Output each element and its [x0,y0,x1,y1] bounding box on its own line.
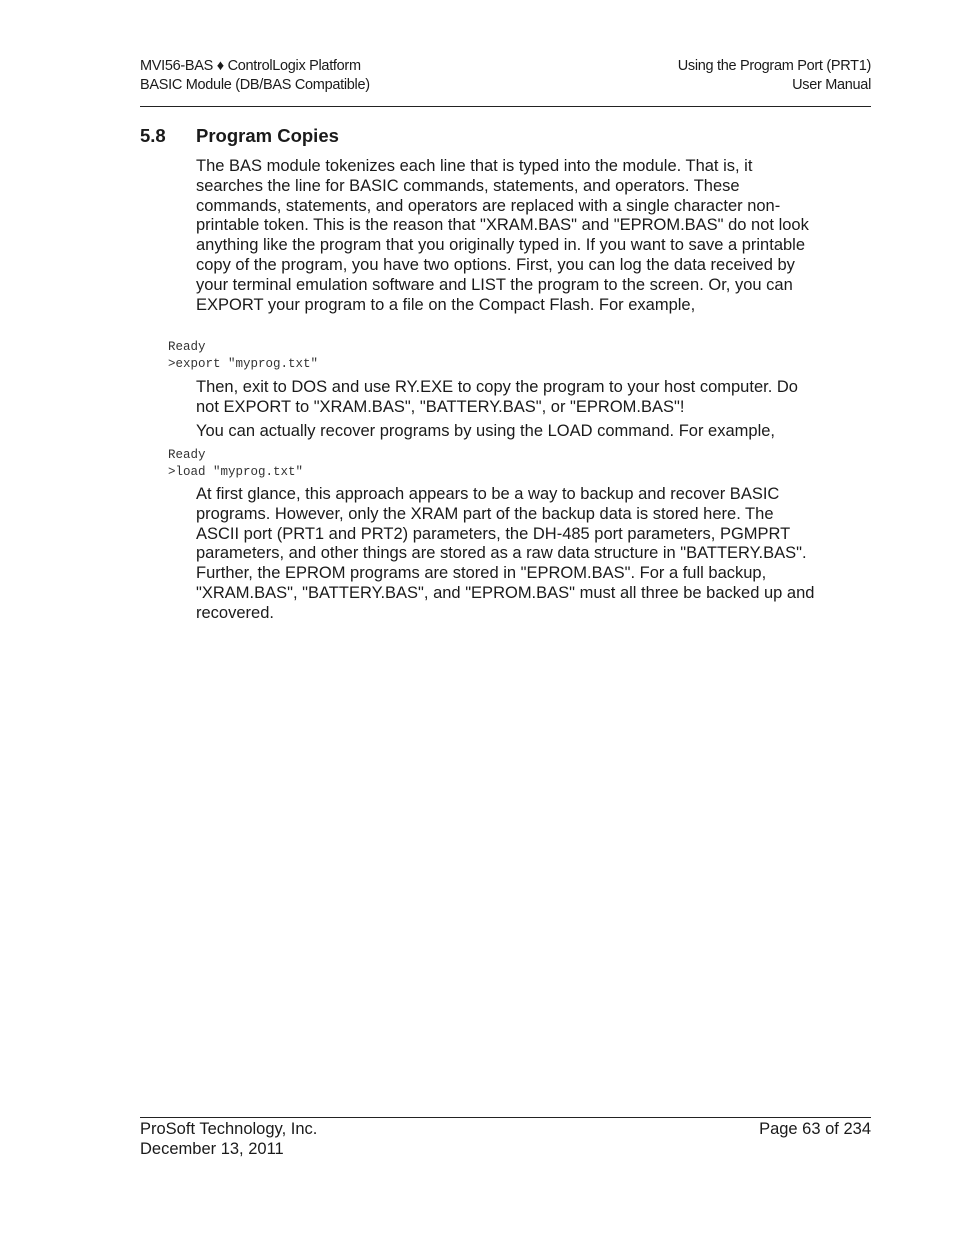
code-block-export [168,339,318,373]
code-block-load [168,447,303,481]
header-left [140,57,370,95]
paragraph-tokenize: The BAS module tokenizes each line that is typed into the module. That is, it searches the line for BASIC commands, statements, and operators. These commands, statements, and operators are replaced with a single character non-printable token. This is the reason that "XRAM.BAS" and "EPROM.BAS" do not look anything like the program that you originally typed in. If you want to save a printable copy of the program, you have two options. First, you can log the data received by your terminal emulation software and LIST the program to the screen. Or, you can EXPORT your program to a file on the Compact Flash. For example, [196,157,809,314]
footer-company: ProSoft Technology, Inc. [140,1120,318,1138]
code-line: Ready [168,340,206,354]
header-right [678,57,871,95]
code-line: Ready [168,448,206,462]
section-number: 5.8 [140,125,166,146]
paragraph-load: You can actually recover programs by using the LOAD command. For example, [196,422,775,440]
page-footer [140,1117,871,1158]
footer-left [140,1120,317,1159]
paragraph-backup: At first glance, this approach appears to be a way to backup and recover BASIC programs. However, only the XRAM part of the backup data is stored here. The ASCII port (PRT1 and PRT2) parameters, the DH-485 port parameters, PGMPRT parameters, and other things are stored as a raw data structure in "BATTERY.BAS". Further, the EPROM programs are stored in "EPROM.BAS". For a full backup, "XRAM.BAS", "BATTERY.BAS", and "EPROM.BAS" must all three be backed up and recovered. [196,485,815,622]
section-title: Program Copies [196,125,339,146]
footer-page-number: Page 63 of 234 [759,1120,871,1138]
code-line: >load "myprog.txt" [168,465,304,479]
paragraph-export-note: Then, exit to DOS and use RY.EXE to copy the program to your host computer. Do not EXPORT to "XRAM.BAS", "BATTERY.BAS", or "EPROM.BAS"! [196,378,798,416]
header-chapter: Using the Program Port (PRT1) [677,58,871,74]
code-line: >export "myprog.txt" [168,357,319,371]
header-module: BASIC Module (DB/BAS Compatible) [140,77,370,93]
section-heading [140,125,339,147]
page-header [140,57,871,107]
header-doc-type: User Manual [792,77,871,93]
header-product: MVI56-BAS ♦ ControlLogix Platform [140,58,361,74]
footer-date: December 13, 2011 [140,1139,284,1158]
